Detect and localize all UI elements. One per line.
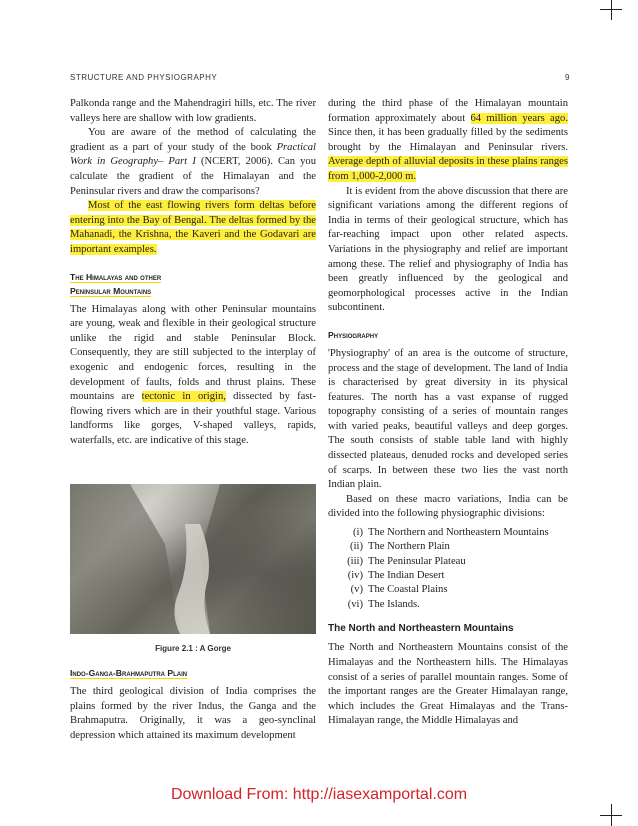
right-column — [328, 97, 568, 729]
crop-mark-bottom-right-v — [611, 804, 612, 826]
list-item: (iii) The Peninsular Plateau — [347, 555, 466, 567]
right-paragraph-2: It is evident from the above discussion that there are significant variations among the different regions of India in terms of their geological structure, which has far-reaching impact upon other related aspects. Variations in the physiography and relief are important among these. The relief and physiography of India has been greatly influenced by the geological and geomorphological processes active in the Indian subcontinent. — [328, 185, 568, 314]
right-paragraph-1: during the third phase of the Himalayan mountain formation approximately about 64 million years ago. Since then, it has been gradually filled by the sediments brought by the Himalayan and Peninsular rivers. Average depth of alluvial deposits in these plains ranges from 1,000-2,000 m. — [328, 98, 568, 182]
book-title: Practical Work in Geography– Part I — [70, 141, 316, 168]
page-number: 9 — [565, 73, 570, 82]
left-column-bottom — [70, 666, 316, 743]
list-item: (i) The Northern and Northeastern Mountains — [353, 527, 549, 539]
left-paragraph-3 — [70, 199, 316, 257]
crop-mark-top-right-v — [611, 0, 612, 20]
list-item: (ii) The Northern Plain — [350, 541, 450, 553]
highlight-tectonic: tectonic in origin, — [141, 391, 226, 403]
highlight-64-million: 64 million years ago. — [470, 112, 568, 124]
section-heading-himalayas: The Himalayas and other Peninsular Mountains — [70, 271, 162, 296]
list-item: (iv) The Indian Desert — [347, 569, 445, 581]
right-paragraph-5: The North and Northeastern Mountains consist of the Himalayas and the Northeastern hills. The Himalayas consist of a series of parallel mountain ranges. Some of the important ranges are the Greater Himalayan range, which includes the Great Himalayas and the Trans-Himalayan range, the Middle Himalayas and — [328, 642, 568, 727]
left-paragraph-4: The Himalayas along with other Peninsular mountains are young, weak and flexible in their geological structure unlike the rigid and stable Peninsular Block. Consequently, they are still subjected to the interplay of exogenic and endogenic forces, resulting in the development of faults, folds and thrust plains. These mountains are tectonic in origin, dissected by fast-flowing rivers which are in their youthful stage. Various landforms like gorges, V-shaped valleys, rapids, waterfalls, etc. are indicative of this stage. — [70, 303, 316, 446]
section-heading-physiography: Physiography — [328, 329, 379, 340]
right-paragraph-4: Based on these macro variations, India can be divided into the following physiographic divisions: — [328, 493, 568, 520]
right-paragraph-3: 'Physiography' of an area is the outcome of structure, process and the stage of development. The land of India is characterised by great diversity in its physical features. The north has a vast expanse of rugged topography consisting of a series of mountain ranges with varied peaks, beautiful valleys and deep gorges. The south consists of stable table land with highly dissected plateaus, denuded rocks and developed series of scarps. In between these two lies the vast north Indian plain. — [328, 347, 568, 491]
download-link[interactable]: Download From: http://iasexamportal.com — [170, 786, 468, 803]
left-paragraph-1: Palkonda range and the Mahendragiri hills, etc. The river valleys here are shallow with low gradients. — [70, 98, 316, 124]
section-heading-north-northeastern: The North and Northeastern Mountains — [328, 622, 514, 634]
divisions-list — [328, 526, 568, 612]
left-paragraph-2: You are aware of the method of calculating the gradient as a part of your study of the book Practical Work in Geography– Part I (NCERT, 2006). Can you calculate the gradient of the Himalayan and the Peninsular rivers and draw the comparisons? — [70, 127, 316, 197]
section-heading-indo-ganga: Indo-Ganga-Brahmaputra Plain — [70, 668, 188, 678]
gorge-photo — [70, 484, 316, 634]
left-paragraph-5: The third geological division of India comprises the plains formed by the river Indus, the Ganga and the Brahmaputra. Originally, it was a geo-synclinal depression which attained its maximum development — [70, 686, 316, 741]
highlight-deltas: Most of the east flowing rivers form deltas before entering into the Bay of Bengal. The deltas formed by the Mahanadi, the Krishna, the Kaveri and the Godavari are important examples. — [70, 200, 316, 255]
highlight-alluvial-depth: Average depth of alluvial deposits in these plains ranges from 1,000-2,000 m. — [328, 156, 568, 182]
running-title: STRUCTURE AND PHYSIOGRAPHY — [70, 73, 218, 82]
left-column — [70, 97, 316, 448]
list-item: (vi) The Islands. — [347, 598, 420, 610]
list-item: (v) The Coastal Plains — [350, 584, 448, 596]
figure-caption: Figure 2.1 : A Gorge — [155, 644, 231, 653]
